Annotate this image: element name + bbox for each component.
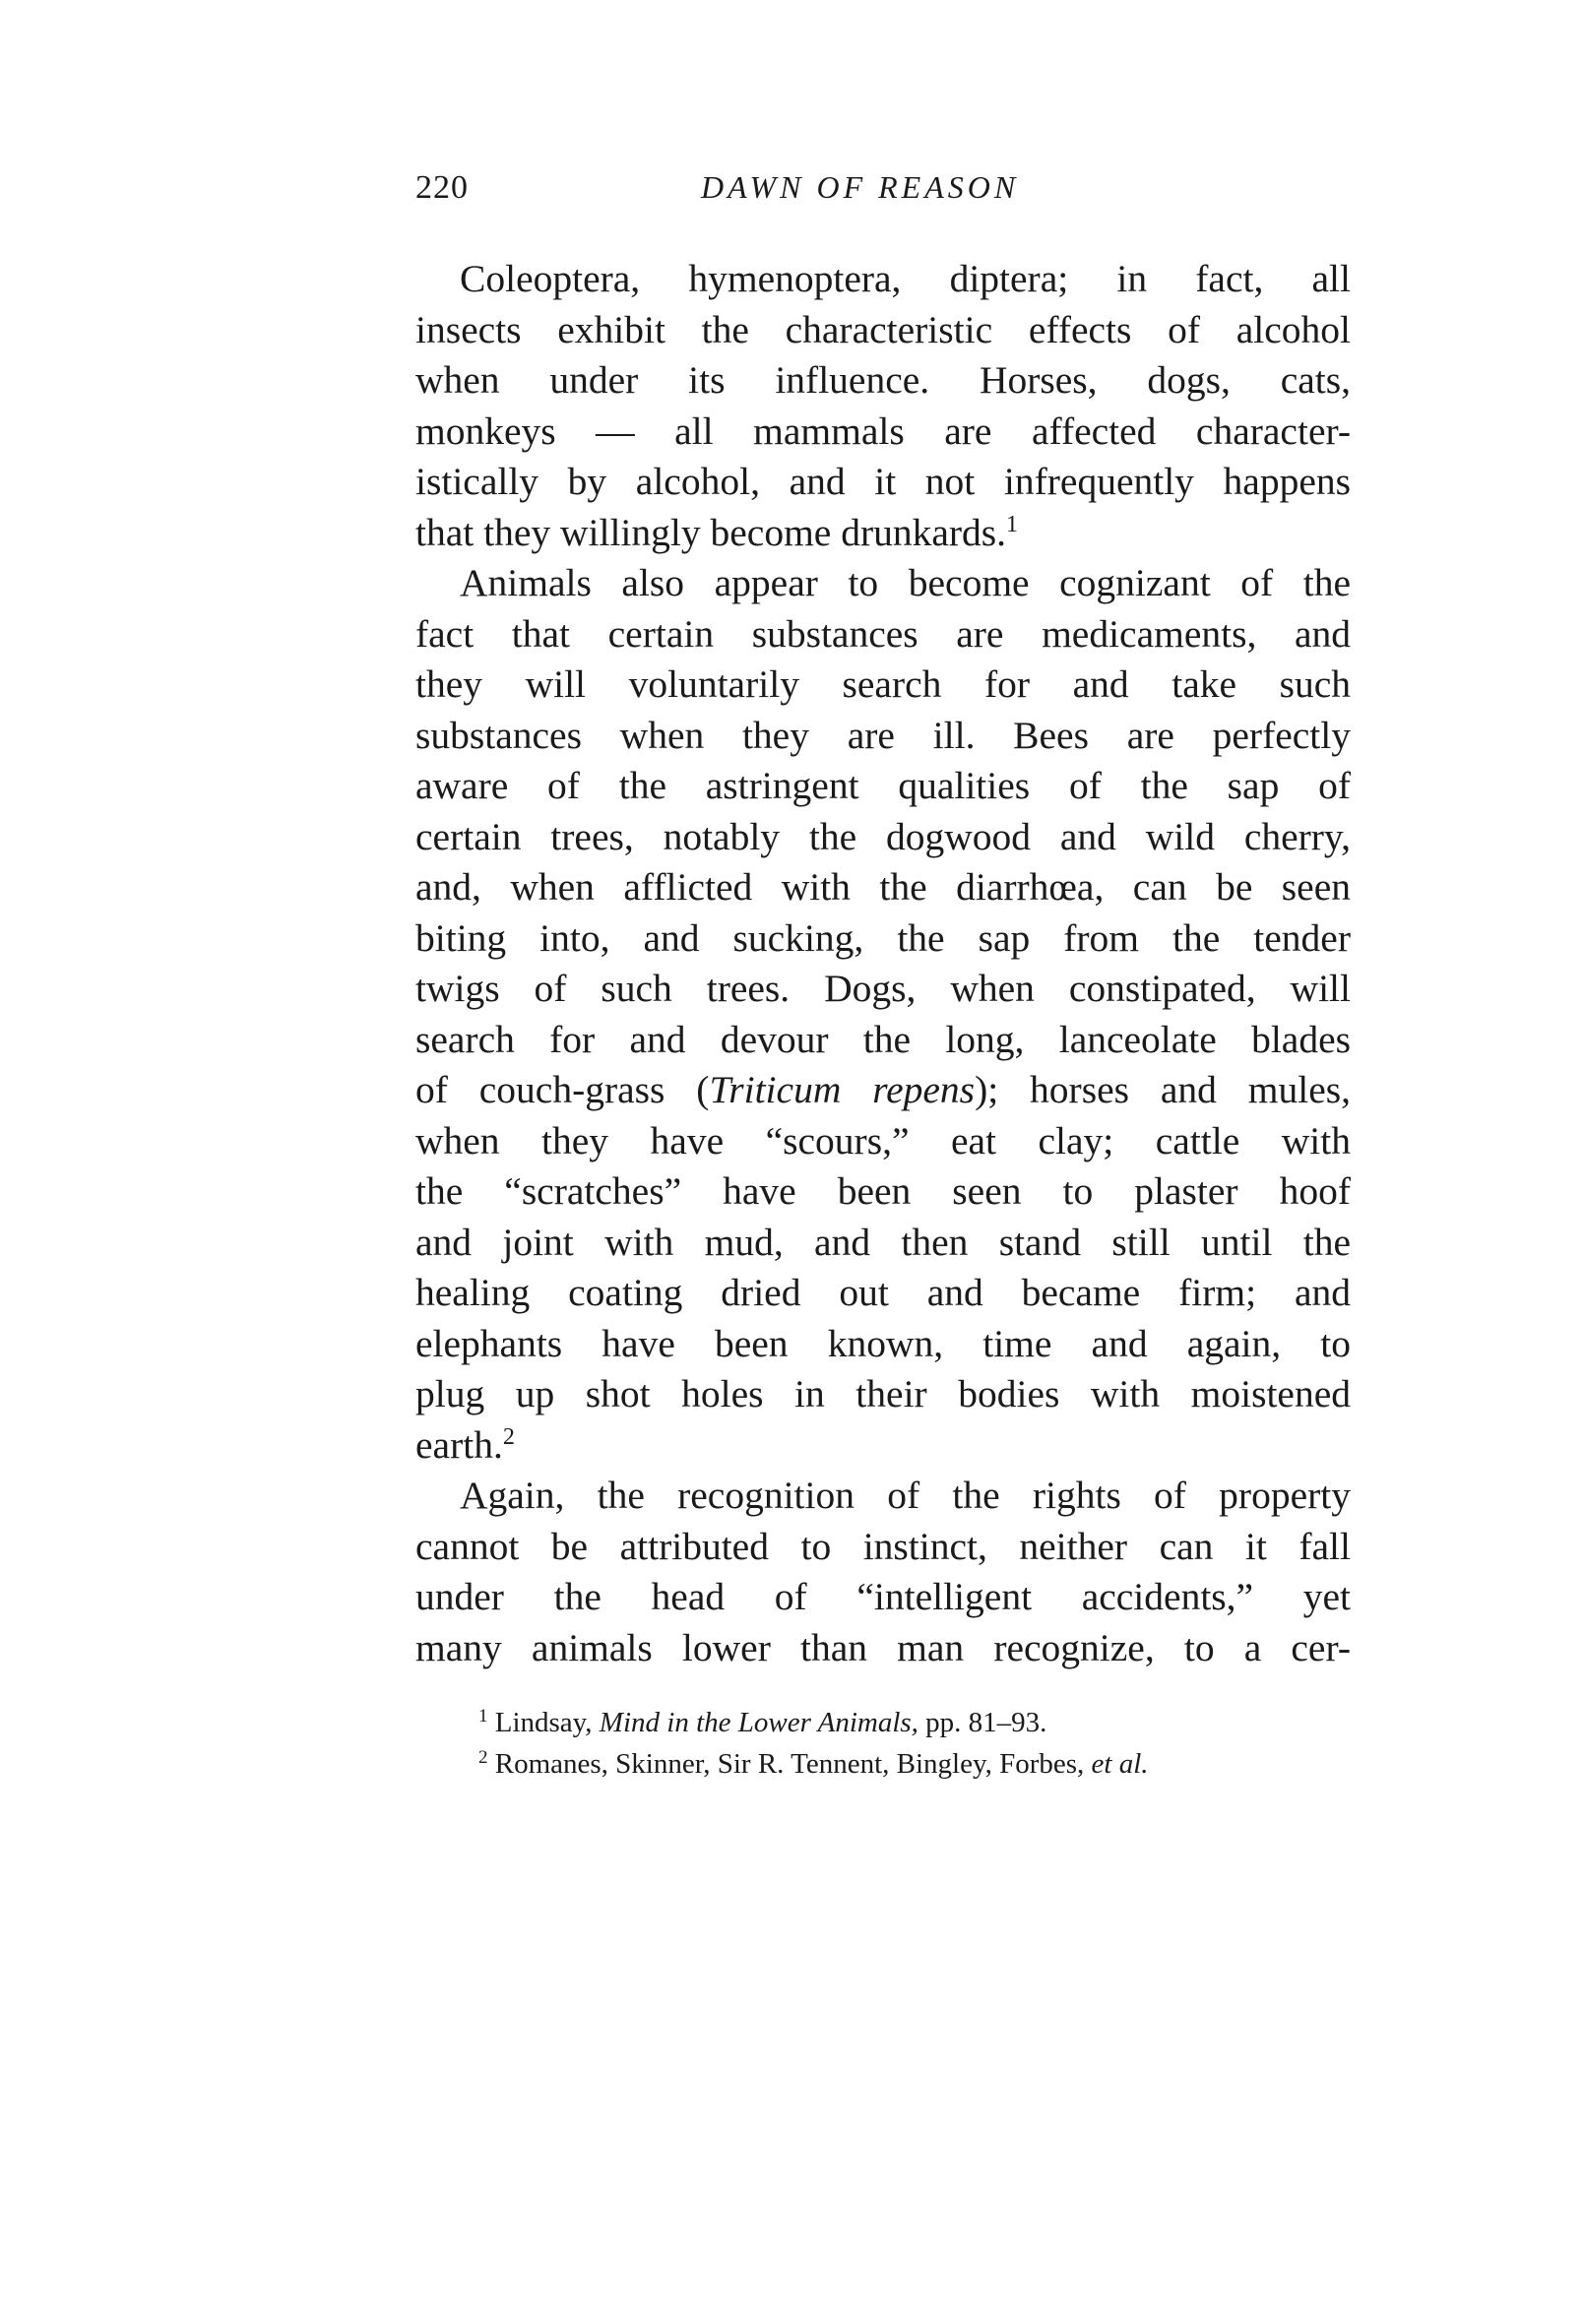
body-text <box>415 254 1351 1673</box>
text-line: plug up shot holes in their bodies with moistened <box>415 1372 1351 1415</box>
text-line: Again, the recognition of the rights of property <box>460 1474 1351 1517</box>
paragraph-1 <box>415 254 1351 558</box>
text-line: certain trees, notably the dogwood and wild cherry, <box>415 814 1351 858</box>
text-line: monkeys — all mammals are affected character- <box>415 408 1351 453</box>
text-line: insects exhibit the characteristic effects of alcohol <box>415 307 1351 351</box>
paragraph-3 <box>415 1471 1351 1673</box>
footnote-ref: 1 <box>1006 511 1019 537</box>
page-number: 220 <box>415 169 469 206</box>
text-line: when under its influence. Horses, dogs, cats, <box>415 358 1351 402</box>
text-line: elephants have been known, time and again, to <box>415 1321 1351 1365</box>
text-line: healing coating dried out and became firm; and <box>415 1271 1351 1314</box>
footnote-1 <box>478 1702 1364 1743</box>
footnote-ref: 2 <box>502 1423 515 1450</box>
text-line <box>415 508 1351 559</box>
text-line: substances when they are ill. Bees are perfectly <box>415 713 1351 757</box>
text-line: cannot be attributed to instinct, neither can it fall <box>415 1524 1351 1568</box>
text-line: aware of the astringent qualities of the sap of <box>415 764 1351 807</box>
text-line: istically by alcohol, and it not infrequently happens <box>415 460 1351 503</box>
text-line: biting into, and sucking, the sap from the tender <box>415 915 1351 960</box>
text-segment: ); horses and mules, <box>975 1068 1351 1111</box>
text-line: and, when afflicted with the diarrhœa, can be seen <box>415 865 1351 909</box>
text-segment: of couch-grass ( <box>415 1068 710 1111</box>
text-line: when they have “scours,” eat clay; cattle with <box>415 1118 1351 1162</box>
text-line: many animals lower than man recognize, to a cer- <box>415 1625 1351 1669</box>
text-line: Animals also appear to become cognizant of the <box>460 561 1351 604</box>
footnote-mark: 1 <box>478 1706 488 1727</box>
italic-abbrev: et al. <box>1091 1748 1149 1780</box>
text-segment: Romanes, Skinner, Sir R. Tennent, Bingley, Forbes, <box>494 1748 1092 1780</box>
running-title: DAWN OF REASON <box>701 169 1020 205</box>
text-line <box>415 1420 1351 1472</box>
text-line: the “scratches” have been seen to plaster hoof <box>415 1169 1351 1213</box>
text-segment: pp. 81–93. <box>918 1707 1047 1738</box>
footnote-2 <box>478 1743 1364 1785</box>
running-head <box>415 169 1351 219</box>
text-segment: Lindsay, <box>494 1707 600 1738</box>
text-segment: earth. <box>415 1422 503 1467</box>
text-line: Coleoptera, hymenoptera, diptera; in fact, all <box>460 257 1351 300</box>
text-segment: that they willingly become drunkards. <box>415 510 1007 554</box>
text-line: under the head of “intelligent accidents,” yet <box>415 1575 1351 1618</box>
text-line: fact that certain substances are medicaments, and <box>415 611 1351 656</box>
italic-title: Mind in the Lower Animals, <box>599 1707 918 1738</box>
text-line: they will voluntarily search for and take such <box>415 662 1351 706</box>
italic-species-name: Triticum repens <box>709 1068 976 1111</box>
footnote-mark: 2 <box>478 1747 488 1768</box>
paragraph-2 <box>415 558 1351 1471</box>
text-line: and joint with mud, and then stand still until the <box>415 1220 1351 1264</box>
text-line: twigs of such trees. Dogs, when constipated, will <box>415 967 1351 1010</box>
footnotes <box>478 1702 1364 1785</box>
text-line: search for and devour the long, lanceolate blades <box>415 1017 1351 1061</box>
text-line <box>415 1065 1351 1116</box>
